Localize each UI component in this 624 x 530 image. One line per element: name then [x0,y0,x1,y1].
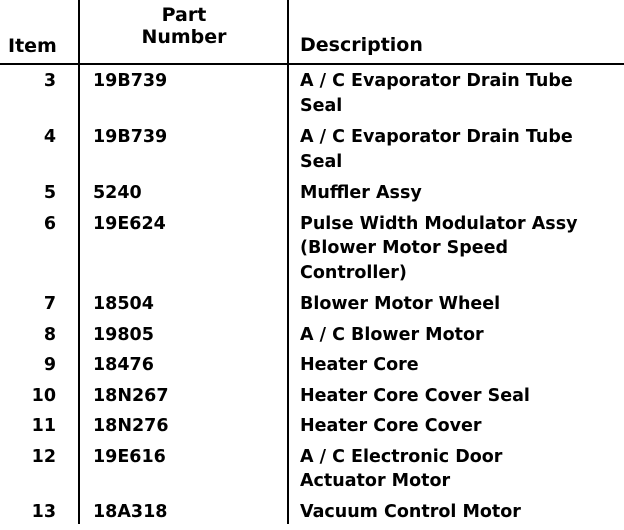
part-description: Heater Core [300,353,419,378]
table-row [0,353,624,384]
item-number: 6 [10,212,56,237]
part-number: 19E616 [93,445,166,470]
part-description: A / C Evaporator Drain Tube Seal [300,69,573,118]
item-number: 11 [10,414,56,439]
part-number: 19B739 [93,125,167,150]
item-number: 8 [10,323,56,348]
part-description: A / C Electronic Door Actuator Motor [300,445,502,494]
table-row [0,445,624,500]
part-number: 18A318 [93,500,167,525]
part-number: 19E624 [93,212,166,237]
table-row [0,181,624,212]
table-row [0,292,624,323]
table-row [0,212,624,293]
table-row [0,323,624,354]
header-description: Description [300,34,423,56]
item-number: 12 [10,445,56,470]
part-number: 19B739 [93,69,167,94]
table-body [0,69,624,530]
part-number: 18476 [93,353,154,378]
part-number: 19805 [93,323,154,348]
part-description: Muffler Assy [300,181,422,206]
item-number: 5 [10,181,56,206]
part-description: A / C Evaporator Drain Tube Seal [300,125,573,174]
part-description: A / C Blower Motor [300,323,484,348]
table-row [0,500,624,530]
part-description: Blower Motor Wheel [300,292,500,317]
part-description: Vacuum Control Motor [300,500,521,525]
header-part-number: Part Number [88,4,280,48]
header-item: Item [8,35,57,57]
item-number: 13 [10,500,56,525]
item-number: 4 [10,125,56,150]
item-number: 3 [10,69,56,94]
table-row [0,125,624,181]
part-number: 18N276 [93,414,169,439]
item-number: 7 [10,292,56,317]
table-row [0,414,624,445]
table-row [0,69,624,125]
part-description: Heater Core Cover [300,414,482,439]
part-description: Pulse Width Modulator Assy (Blower Motor Speed Controller) [300,212,578,286]
item-number: 9 [10,353,56,378]
part-number: 18N267 [93,384,169,409]
part-number: 18504 [93,292,154,317]
item-number: 10 [10,384,56,409]
header-rule [0,63,624,65]
part-description: Heater Core Cover Seal [300,384,530,409]
part-number: 5240 [93,181,142,206]
table-row [0,384,624,415]
